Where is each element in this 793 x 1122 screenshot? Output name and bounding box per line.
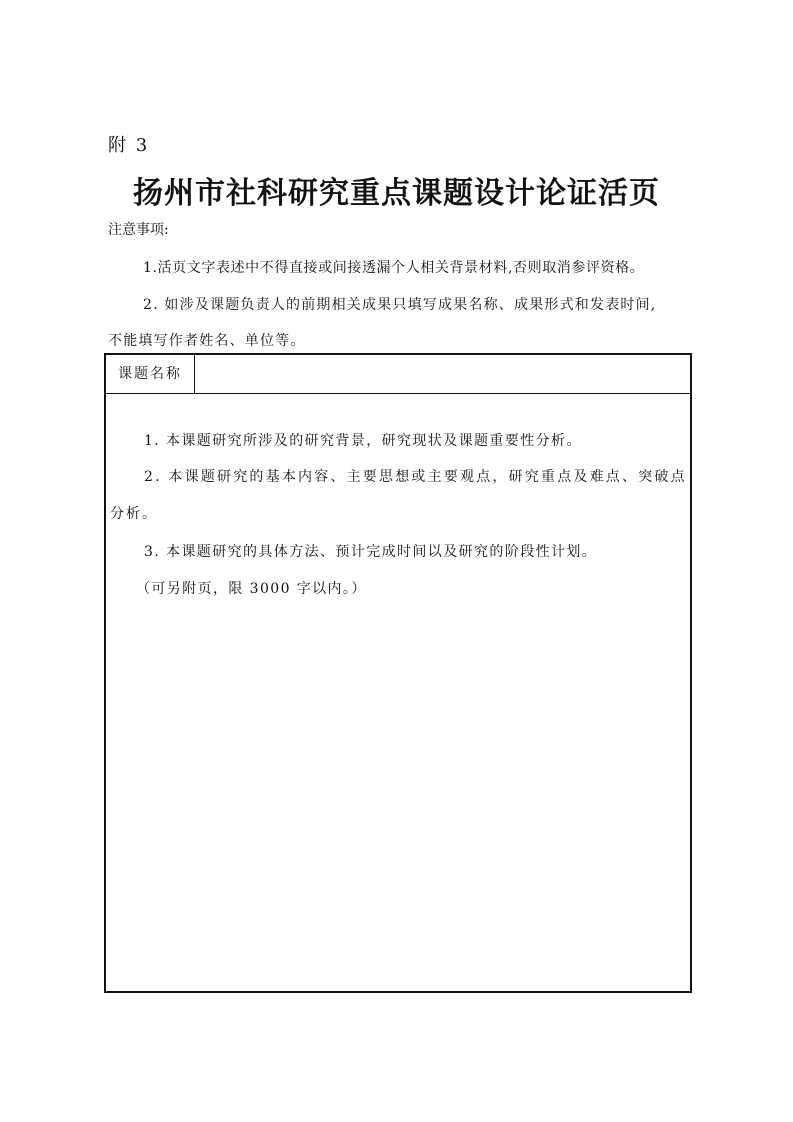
- page-title: 扬州市社科研究重点课题设计论证活页: [133, 176, 660, 211]
- note-item-2-continued: 不能填写作者姓名、单位等。: [108, 333, 306, 349]
- content-length-note: （可另附页，限 3000 字以内。）: [136, 581, 367, 597]
- notes-heading: 注意事项:: [108, 222, 169, 238]
- content-item-1: 1. 本课题研究所涉及的研究背景，研究现状及课题重要性分析。: [144, 433, 582, 449]
- topic-label: 课题名称: [106, 355, 195, 393]
- content-item-2-continued: 分析。: [110, 506, 158, 522]
- content-item-3: 3. 本课题研究的具体方法、预计完成时间以及研究的阶段性计划。: [144, 544, 598, 560]
- note-item-2: 2. 如涉及课题负责人的前期相关成果只填写成果名称、成果形式和发表时间,: [143, 297, 657, 313]
- annex-label: 附 3: [108, 135, 150, 156]
- topic-row: [106, 355, 690, 394]
- content-item-2: 2. 本课题研究的基本内容、主要思想或主要观点，研究重点及难点、突破点: [144, 469, 687, 485]
- note-item-1: 1.活页文字表述中不得直接或间接透漏个人相关背景材料,否则取消参评资格。: [143, 260, 645, 276]
- design-argument-form: [104, 353, 692, 993]
- topic-name-input[interactable]: [196, 355, 686, 393]
